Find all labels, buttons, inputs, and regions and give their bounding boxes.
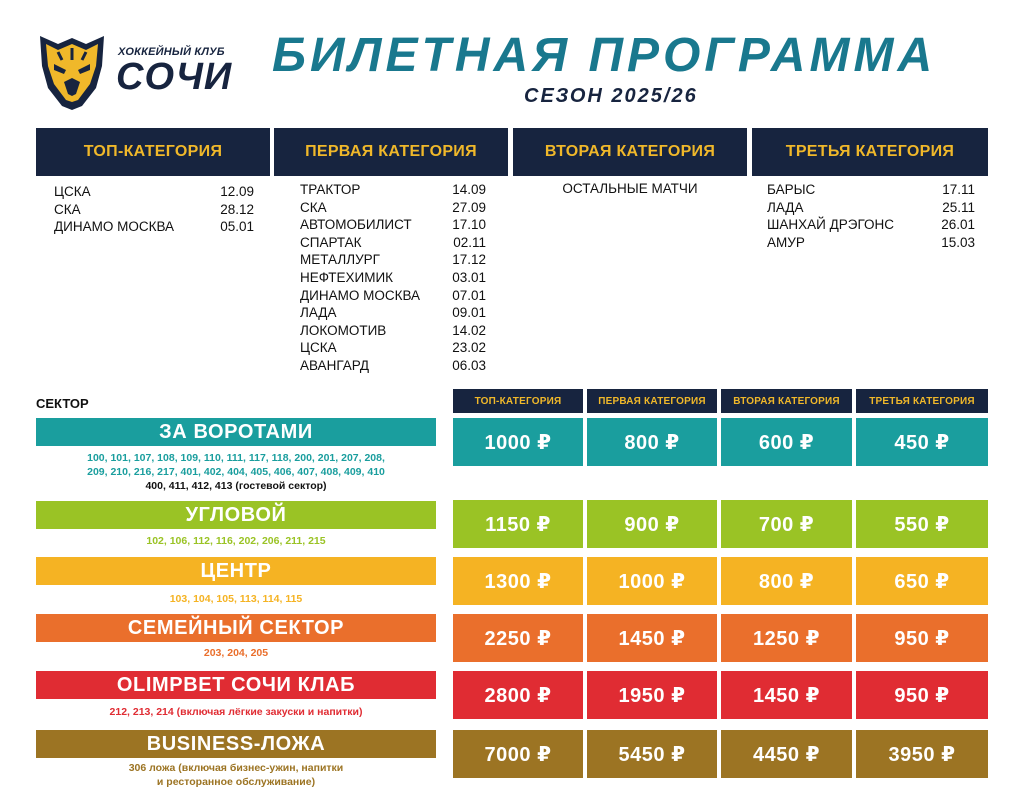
price-cell: 1250 ₽ [721, 614, 852, 662]
zone-bar-center: ЦЕНТР [36, 557, 436, 585]
seat-line: 102, 106, 112, 116, 202, 206, 211, 215 [146, 535, 326, 547]
match-team: ОСТАЛЬНЫЕ МАТЧИ [562, 181, 698, 196]
match-row [300, 251, 486, 269]
match-team: АВАНГАРД [300, 357, 369, 373]
match-row [300, 322, 486, 340]
category-header-first: ПЕРВАЯ КАТЕГОРИЯ [274, 128, 508, 176]
match-team: ЦСКА [54, 184, 91, 199]
match-row [767, 216, 975, 234]
match-row [54, 218, 254, 236]
match-date: 14.09 [452, 182, 486, 197]
match-team: ШАНХАЙ ДРЭГОНС [767, 217, 894, 233]
match-team: ЛОКОМОТИВ [300, 322, 387, 338]
zone-seats-center [36, 592, 436, 606]
price-column-header-top: ТОП-КАТЕГОРИЯ [453, 389, 583, 413]
logo-club-text: ХОККЕЙНЫЙ КЛУБ [118, 46, 225, 58]
price-cell: 550 ₽ [856, 500, 988, 548]
match-row [300, 181, 486, 199]
page-title: БИЛЕТНАЯ ПРОГРАММА [272, 29, 937, 82]
match-date: 17.10 [452, 217, 486, 233]
zone-bar-behind-goal: ЗА ВОРОТАМИ [36, 418, 436, 446]
price-cell: 1300 ₽ [453, 557, 583, 605]
match-date: 03.01 [452, 269, 486, 285]
price-cell: 2250 ₽ [453, 614, 583, 662]
zone-bar-olimpbet-club: OLIMPBET СОЧИ КЛАБ [36, 671, 436, 699]
match-team: ДИНАМО МОСКВА [54, 219, 175, 235]
category-list-third [767, 181, 975, 251]
match-date: 23.02 [452, 340, 486, 356]
match-team: ЛАДА [767, 199, 804, 215]
category-header-second: ВТОРАЯ КАТЕГОРИЯ [513, 128, 747, 176]
logo-city-text: СОЧИ [116, 56, 233, 98]
match-team: СКА [54, 201, 81, 217]
zone-bar-corner: УГЛОВОЙ [36, 501, 436, 529]
seat-line: 306 ложа (включая бизнес-ужин, напитки [128, 762, 344, 774]
season-subtitle: СЕЗОН 2025/26 [524, 85, 698, 107]
category-list-second [513, 181, 747, 196]
match-row [767, 199, 975, 217]
match-row [54, 183, 254, 201]
match-date: 12.09 [220, 184, 254, 199]
match-team: ДИНАМО МОСКВА [300, 287, 421, 303]
price-cell: 3950 ₽ [856, 730, 988, 778]
price-column-header-first: ПЕРВАЯ КАТЕГОРИЯ [587, 389, 717, 413]
seat-line: и ресторанное обслуживание) [156, 776, 316, 788]
price-cell: 900 ₽ [587, 500, 717, 548]
match-row [300, 199, 486, 217]
match-row [300, 269, 486, 287]
price-cell: 1450 ₽ [721, 671, 852, 719]
leopard-head-icon [36, 30, 108, 112]
match-date: 25.11 [942, 199, 975, 215]
match-date: 02.11 [453, 234, 486, 250]
match-row [300, 339, 486, 357]
match-date: 28.12 [220, 201, 254, 217]
match-date: 17.11 [942, 182, 975, 197]
match-date: 15.03 [941, 234, 975, 250]
seat-line: 100, 101, 107, 108, 109, 110, 111, 117, 118, 200, 201, 207, 208, [87, 452, 385, 464]
match-row [300, 357, 486, 375]
price-column-header-third: ТРЕТЬЯ КАТЕГОРИЯ [856, 389, 988, 413]
match-date: 07.01 [452, 287, 486, 303]
match-team: МЕТАЛЛУРГ [300, 252, 380, 268]
match-date: 14.02 [452, 322, 486, 338]
seat-line: 212, 213, 214 (включая лёгкие закуски и напитки) [109, 706, 363, 718]
match-date: 09.01 [452, 305, 486, 321]
category-list-top [54, 183, 254, 236]
club-logo [36, 30, 236, 112]
match-team: ЛАДА [300, 305, 337, 321]
price-cell: 600 ₽ [721, 418, 852, 466]
price-cell: 1150 ₽ [453, 500, 583, 548]
price-cell: 800 ₽ [587, 418, 717, 466]
match-date: 26.01 [941, 217, 975, 233]
match-row [300, 304, 486, 322]
sector-label: СЕКТОР [36, 396, 89, 411]
price-cell: 800 ₽ [721, 557, 852, 605]
price-cell: 7000 ₽ [453, 730, 583, 778]
match-row [767, 181, 975, 199]
match-row [54, 201, 254, 219]
match-date: 05.01 [220, 219, 254, 235]
price-cell: 1000 ₽ [453, 418, 583, 466]
zone-seats-business-box [36, 761, 436, 789]
seat-line: 103, 104, 105, 113, 114, 115 [169, 593, 303, 605]
match-team: АМУР [767, 234, 805, 250]
price-cell: 2800 ₽ [453, 671, 583, 719]
match-row [767, 234, 975, 252]
match-date: 17.12 [452, 252, 486, 268]
guest-sector-line: 400, 411, 412, 413 (гостевой сектор) [145, 480, 327, 492]
price-column-header-second: ВТОРАЯ КАТЕГОРИЯ [721, 389, 852, 413]
match-row [300, 287, 486, 305]
price-cell: 4450 ₽ [721, 730, 852, 778]
zone-seats-family [36, 646, 436, 660]
match-team: НЕФТЕХИМИК [300, 269, 394, 285]
zone-bar-family: СЕМЕЙНЫЙ СЕКТОР [36, 614, 436, 642]
match-team: СПАРТАК [300, 234, 362, 250]
price-cell: 1950 ₽ [587, 671, 717, 719]
match-team: БАРЫС [767, 182, 816, 197]
category-header-third: ТРЕТЬЯ КАТЕГОРИЯ [752, 128, 988, 176]
price-cell: 950 ₽ [856, 614, 988, 662]
match-date: 27.09 [452, 199, 486, 215]
zone-seats-corner [36, 534, 436, 548]
match-team: ТРАКТОР [300, 182, 361, 197]
zone-seats-behind-goal [36, 451, 436, 493]
category-list-first [300, 181, 486, 375]
zone-bar-business-box: BUSINESS-ЛОЖА [36, 730, 436, 758]
price-cell: 700 ₽ [721, 500, 852, 548]
price-cell: 1450 ₽ [587, 614, 717, 662]
price-cell: 5450 ₽ [587, 730, 717, 778]
price-cell: 650 ₽ [856, 557, 988, 605]
category-header-top: ТОП-КАТЕГОРИЯ [36, 128, 270, 176]
match-team: СКА [300, 199, 327, 215]
match-team: АВТОМОБИЛИСТ [300, 217, 412, 233]
price-cell: 950 ₽ [856, 671, 988, 719]
seat-line: 209, 210, 216, 217, 401, 402, 404, 405, 406, 407, 408, 409, 410 [87, 466, 385, 478]
price-cell: 1000 ₽ [587, 557, 717, 605]
match-date: 06.03 [452, 357, 486, 373]
match-row [300, 216, 486, 234]
match-team: ЦСКА [300, 340, 337, 356]
price-cell: 450 ₽ [856, 418, 988, 466]
match-row [300, 234, 486, 252]
zone-seats-olimpbet-club [36, 705, 436, 719]
seat-line: 203, 204, 205 [203, 647, 269, 659]
